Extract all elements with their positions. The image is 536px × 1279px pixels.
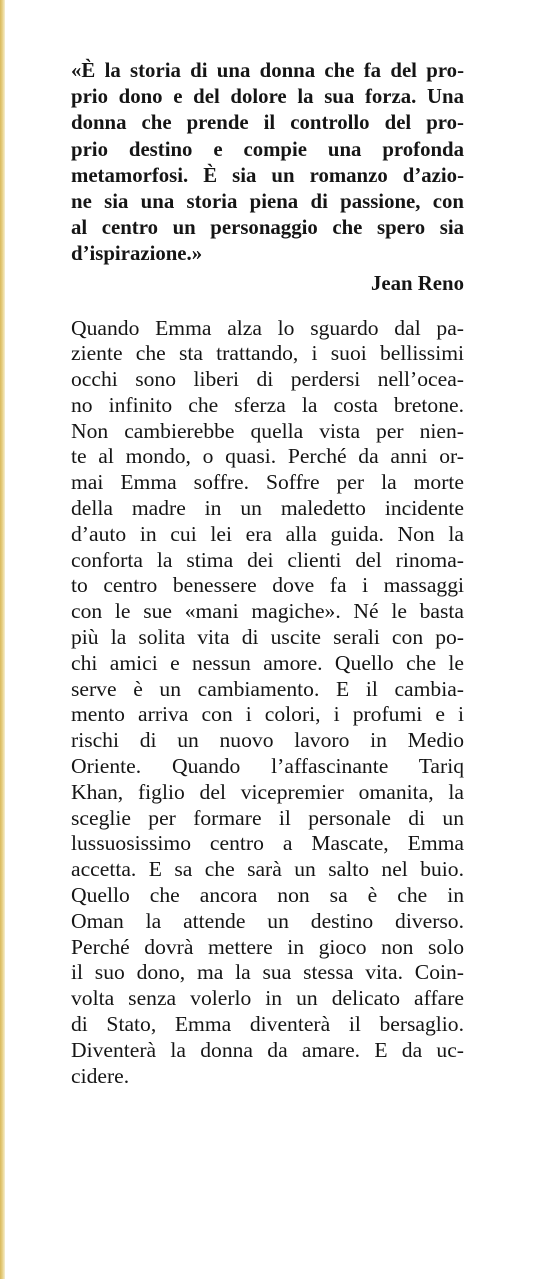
- quote-author: Jean Reno: [370, 271, 464, 295]
- blurb-line: Quello che ancora non sa è che in: [71, 883, 464, 908]
- blurb-line: Quando Emma alza lo sguardo dal pa-: [71, 315, 464, 340]
- blurb-line: lussuosissimo centro a Mascate, Emma: [71, 831, 464, 856]
- book-blurb: [71, 316, 464, 1090]
- blurb-line: con le sue «mani magiche». Né le basta: [71, 599, 464, 624]
- blurb-line: te al mondo, o quasi. Perché da anni or-: [71, 444, 464, 469]
- blurb-line: più la solita vita di uscite serali con po-: [71, 625, 464, 650]
- blurb-line: mento arriva con i colori, i profumi e i: [71, 702, 464, 727]
- blurb-line: Oriente. Quando l’affascinante Tariq: [71, 754, 464, 779]
- blurb-line: mai Emma soffre. Soffre per la morte: [71, 470, 464, 495]
- quote-line: «È la storia di una donna che fa del pro-: [71, 59, 464, 82]
- quote-line: ne sia una storia piena di passione, con: [71, 189, 464, 213]
- blurb-line: di Stato, Emma diventerà il bersaglio.: [71, 1012, 464, 1037]
- blurb-line: d’auto in cui lei era alla guida. Non la: [71, 521, 464, 546]
- blurb-line: sceglie per formare il personale di un: [71, 805, 464, 830]
- quote-line: d’ispirazione.»: [71, 242, 203, 266]
- blurb-line: no infinito che sferza la costa bretone.: [71, 392, 464, 417]
- blurb-line: rischi di un nuovo lavoro in Medio: [71, 728, 464, 753]
- blurb-line: il suo dono, ma la sua stessa vita. Coin-: [71, 960, 464, 985]
- blurb-line: to centro benessere dove fa i massaggi: [71, 573, 464, 598]
- page-spine-edge: [0, 0, 5, 1279]
- back-cover-text: [71, 58, 464, 1089]
- author-quote: [71, 58, 464, 297]
- blurb-line: Perché dovrà mettere in gioco non solo: [71, 934, 464, 959]
- blurb-line: Oman la attende un destino diverso.: [71, 908, 464, 933]
- quote-line: prio destino e compie una profonda: [71, 137, 464, 161]
- blurb-line: Diventerà la donna da amare. E da uc-: [71, 1037, 464, 1062]
- blurb-line: Khan, figlio del vicepremier omanita, la: [71, 779, 464, 804]
- blurb-line: conforta la stima dei clienti del rinoma-: [71, 547, 464, 572]
- blurb-line: volta senza volerlo in un delicato affare: [71, 986, 464, 1011]
- blurb-line: cidere.: [71, 1063, 130, 1088]
- blurb-line: occhi sono liberi di perdersi nell’ocea-: [71, 367, 464, 392]
- blurb-line: ziente che sta trattando, i suoi bellissimi: [71, 341, 464, 366]
- blurb-line: chi amici e nessun amore. Quello che le: [71, 650, 464, 675]
- quote-line: metamorfosi. È sia un romanzo d’azio-: [71, 163, 464, 187]
- blurb-line: accetta. E sa che sarà un salto nel buio.: [71, 857, 464, 882]
- blurb-line: Non cambierebbe quella vista per nien-: [71, 418, 464, 443]
- blurb-line: della madre in un maledetto incidente: [71, 496, 464, 521]
- blurb-line: serve è un cambiamento. E il cambia-: [71, 676, 464, 701]
- quote-line: prio dono e del dolore la sua forza. Una: [71, 85, 464, 109]
- quote-line: donna che prende il controllo del pro-: [71, 111, 464, 135]
- quote-line: al centro un personaggio che spero sia: [71, 216, 464, 240]
